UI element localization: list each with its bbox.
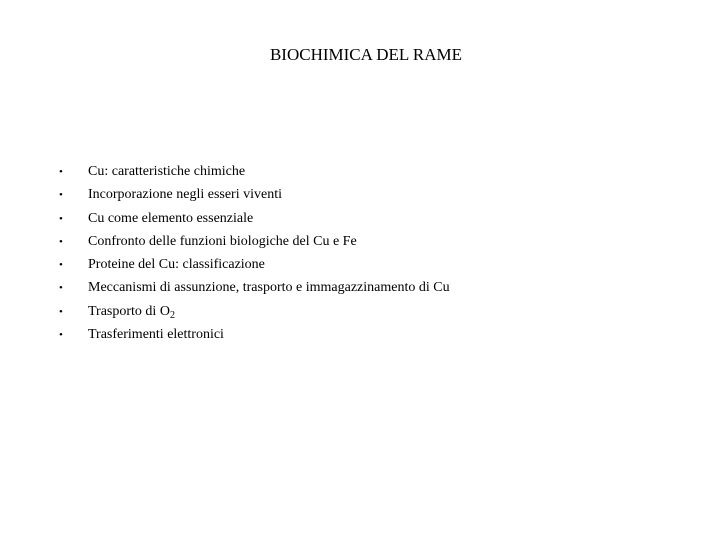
list-item	[55, 253, 450, 276]
list-item-text: Meccanismi di assunzione, trasporto e immagazzinamento di Cu	[88, 280, 450, 296]
list-item-text: Incorporazione negli esseri viventi	[88, 187, 282, 203]
bullet-icon: •	[59, 212, 63, 225]
list-item	[55, 183, 450, 206]
list-item	[55, 300, 450, 323]
bullet-icon: •	[59, 329, 63, 342]
subscript-text: 2	[169, 309, 175, 321]
list-item	[55, 323, 450, 346]
list-item	[55, 230, 450, 253]
list-item-text: Trasferimenti elettronici	[88, 327, 224, 343]
list-item-text: Trasporto di O	[88, 303, 170, 319]
list-item-text: Cu: caratteristiche chimiche	[88, 164, 246, 179]
list-item-text: Proteine del Cu: classificazione	[88, 257, 265, 273]
list-item-text: Cu come elemento essenziale	[88, 210, 254, 226]
list-item	[55, 276, 450, 299]
bullet-icon: •	[59, 282, 63, 295]
bullet-icon: •	[59, 166, 63, 178]
bullet-icon: •	[59, 305, 63, 318]
list-item	[55, 207, 450, 230]
slide-title: BIOCHIMICA DEL RAME	[269, 45, 463, 64]
bullet-icon: •	[59, 235, 63, 248]
list-item-text: Confronto delle funzioni biologiche del Cu e Fe	[88, 233, 357, 249]
bullet-list	[55, 160, 450, 346]
bullet-icon: •	[59, 189, 63, 202]
bullet-icon: •	[59, 259, 63, 272]
list-item	[55, 160, 450, 183]
